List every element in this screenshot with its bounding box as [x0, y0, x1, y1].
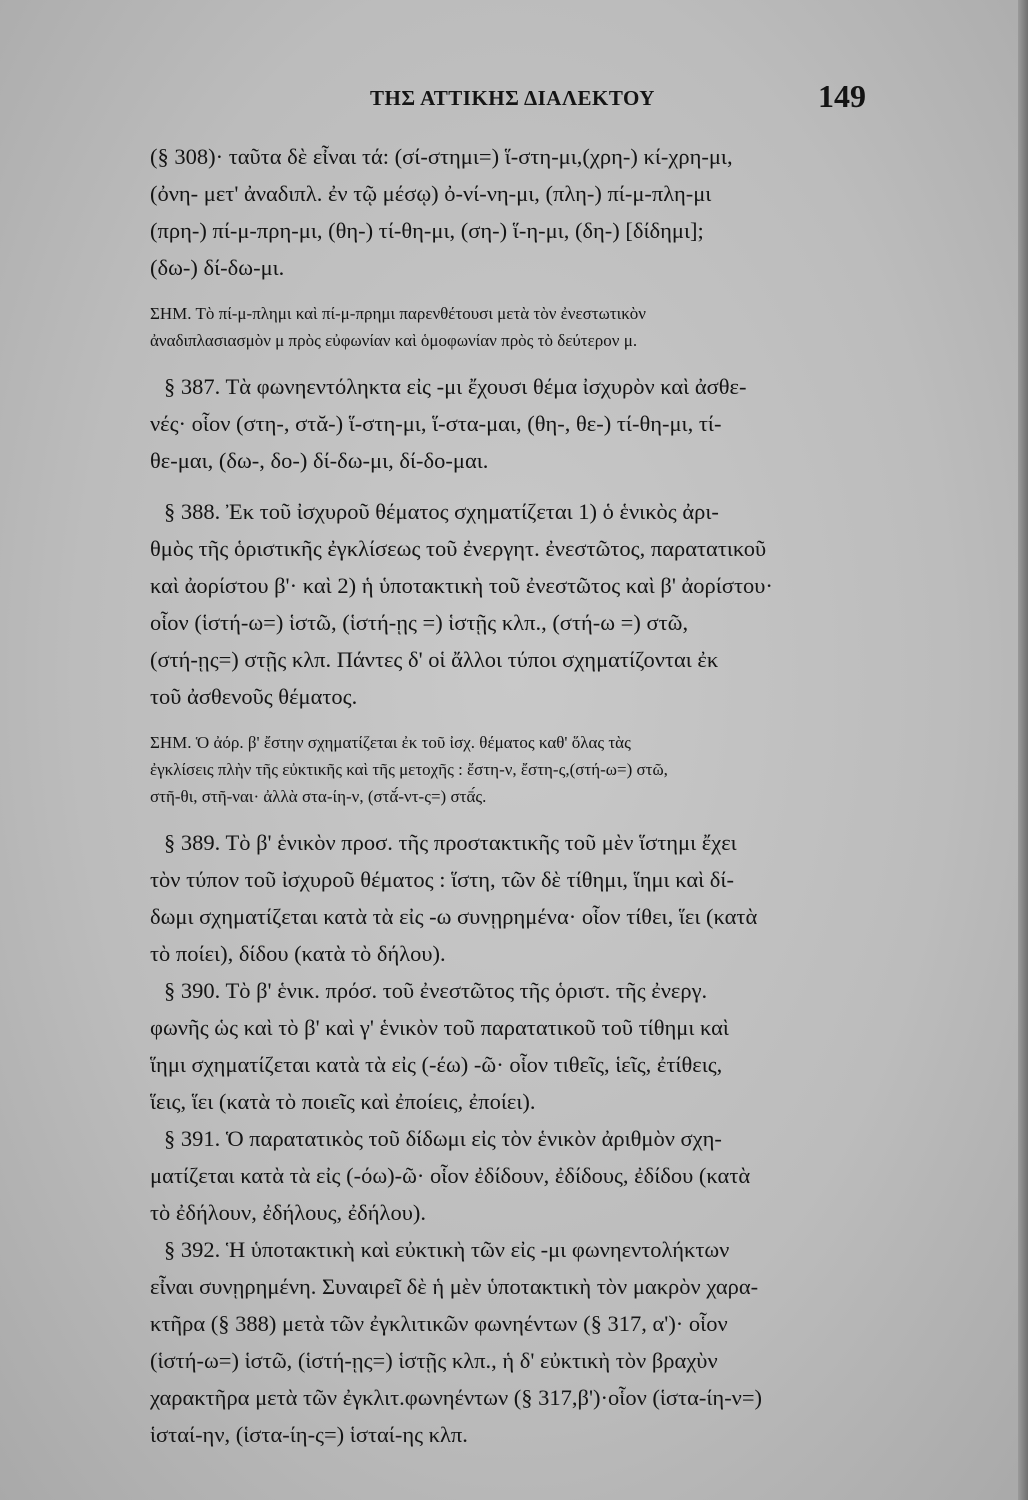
text-line: θε-μαι, (δω-, δο-) δί-δω-μι, δί-δο-μαι.: [150, 448, 489, 473]
text-line: τὸ ποίει), δίδου (κατὰ τὸ δήλου).: [150, 941, 446, 966]
text-line: § 390. Τὸ β' ἑνικ. πρόσ. τοῦ ἐνεστῶτος τῆς ὁριστ. τῆς ἐνεργ.: [164, 978, 708, 1003]
text-line: § 388. Ἐκ τοῦ ἰσχυροῦ θέματος σχηματίζεται 1) ὁ ἑνικὸς ἀρι-: [164, 499, 719, 524]
note-line: ἐγκλίσεις πλὴν τῆς εὐκτικῆς καὶ τῆς μετοχῆς : ἔστη-ν, ἔστη-ς,(στή-ω=) στῶ,: [150, 760, 668, 779]
text-line: χαρακτῆρα μετὰ τῶν ἐγκλιτ.φωνηέντων (§ 317,β')·οἷον (ἱστα-ίη-ν=): [150, 1385, 763, 1410]
text-line: κτῆρα (§ 388) μετὰ τῶν ἐγκλιτικῶν φωνηέντων (§ 317, α')· οἷον: [150, 1311, 728, 1336]
text-line: ἵημι σχηματίζεται κατὰ τὰ εἰς (-έω) -ῶ· οἷον τιθεῖς, ἱεῖς, ἐτίθεις,: [150, 1052, 723, 1077]
text-line: § 392. Ἡ ὑποτακτικὴ καὶ εὐκτικὴ τῶν εἰς -μι φωνηεντολήκτων: [164, 1237, 730, 1262]
text-line: τοῦ ἀσθενοῦς θέματος.: [150, 684, 358, 709]
paragraph-388: [150, 493, 890, 715]
text-line: § 387. Τὰ φωνηεντόληκτα εἰς -μι ἔχουσι θέμα ἰσχυρὸν καὶ ἀσθε-: [164, 374, 747, 399]
text-line: νές· οἷον (στη-, στᾰ-) ἵ-στη-μι, ἵ-στα-μαι, (θη-, θε-) τί-θη-μι, τί-: [150, 411, 722, 436]
text-line: φωνῆς ὡς καὶ τὸ β' καὶ γ' ἑνικὸν τοῦ παρατατικοῦ τοῦ τίθημι καὶ: [150, 1015, 729, 1040]
text-line: εἶναι συνῃρημένη. Συναιρεῖ δὲ ἡ μὲν ὑποτακτικὴ τὸν μακρὸν χαρα-: [150, 1274, 759, 1299]
page-header: [0, 78, 1028, 118]
note-block: [150, 729, 890, 810]
paragraph-387: [150, 368, 890, 479]
paragraph-391: [150, 1120, 890, 1231]
text-line: (§ 308)· ταῦτα δὲ εἶναι τά: (σί-στημι=) ἵ-στη-μι,(χρη-) κί-χρη-μι,: [150, 144, 733, 169]
text-line: δωμι σχηματίζεται κατὰ τὰ εἰς -ω συνῃρημένα· οἷον τίθει, ἵει (κατὰ: [150, 904, 758, 929]
note-line: ΣΗΜ. Τὸ πί-μ-πλημι καὶ πί-μ-πρημι παρενθέτουσι μετὰ τὸν ἐνεστωτικὸν: [150, 304, 646, 323]
text-line: (ὀνη- μετ' ἀναδιπλ. ἐν τῷ μέσῳ) ὀ-νί-νη-μι, (πλη-) πί-μ-πλη-μι: [150, 181, 712, 206]
text-line: θμὸς τῆς ὁριστικῆς ἐγκλίσεως τοῦ ἐνεργητ. ἐνεστῶτος, παρατατικοῦ: [150, 536, 767, 561]
text-line: (στή-ῃς=) στῇς κλπ. Πάντες δ' οἱ ἄλλοι τύποι σχηματίζονται ἐκ: [150, 647, 719, 672]
text-line: § 391. Ὁ παρατατικὸς τοῦ δίδωμι εἰς τὸν ἑνικὸν ἀριθμὸν σχη-: [164, 1126, 722, 1151]
paragraph-389: [150, 824, 890, 972]
body-text: [150, 138, 890, 1453]
text-line: ματίζεται κατὰ τὰ εἰς (-όω)-ῶ· οἷον ἐδίδουν, ἐδίδους, ἐδίδου (κατὰ: [150, 1163, 751, 1188]
text-line: (ἱστή-ω=) ἱστῶ, (ἱστή-ῃς=) ἱστῇς κλπ., ἡ δ' εὐκτικὴ τὸν βραχὺν: [150, 1348, 718, 1373]
text-line: (δω-) δί-δω-μι.: [150, 255, 285, 280]
text-line: ἵεις, ἵει (κατὰ τὸ ποιεῖς καὶ ἐποίεις, ἐποίει).: [150, 1089, 536, 1114]
text-line: ἱσταί-ην, (ἱστα-ίη-ς=) ἱσταί-ης κλπ.: [150, 1422, 468, 1447]
text-line: τὸ ἐδήλουν, ἐδήλους, ἐδήλου).: [150, 1200, 426, 1225]
page-number: 149: [818, 78, 866, 114]
paragraph-390: [150, 972, 890, 1120]
note-line: ἀναδιπλασιασμὸν μ πρὸς εὐφωνίαν καὶ ὁμοφωνίαν πρὸς τὸ δεύτερον μ.: [150, 331, 638, 350]
text-line: καὶ ἀορίστου β'· καὶ 2) ἡ ὑποτακτικὴ τοῦ ἐνεστῶτος καὶ β' ἀορίστου·: [150, 573, 773, 598]
text-line: οἷον (ἱστή-ω=) ἱστῶ, (ἱστή-ῃς =) ἱστῇς κλπ., (στή-ω =) στῶ,: [150, 610, 689, 635]
text-line: (πρη-) πί-μ-πρη-μι, (θη-) τί-θη-μι, (ση-) ἵ-η-μι, (δη-) [δίδημι];: [150, 218, 704, 243]
note-line: στῆ-θι, στῆ-ναι· ἀλλὰ στα-ίη-ν, (στᾰ́-ντ-ς=) στᾱ́ς.: [150, 787, 487, 806]
note-line: ΣΗΜ. Ὁ ἀόρ. β' ἔστην σχηματίζεται ἐκ τοῦ ἰσχ. θέματος καθ' ὅλας τὰς: [150, 733, 631, 752]
paragraph-308: [150, 138, 890, 286]
page-edge-shadow: [1018, 0, 1028, 1500]
paragraph-392: [150, 1231, 890, 1453]
note-block: [150, 300, 890, 354]
text-line: τὸν τύπον τοῦ ἰσχυροῦ θέματος : ἵστη, τῶν δὲ τίθημι, ἵημι καὶ δί-: [150, 867, 734, 892]
running-head: ΤΗΣ ΑΤΤΙΚΗΣ ΔΙΑΛΕΚΤΟΥ: [370, 86, 655, 110]
text-line: § 389. Τὸ β' ἑνικὸν προσ. τῆς προστακτικῆς τοῦ μὲν ἵστημι ἔχει: [164, 830, 737, 855]
